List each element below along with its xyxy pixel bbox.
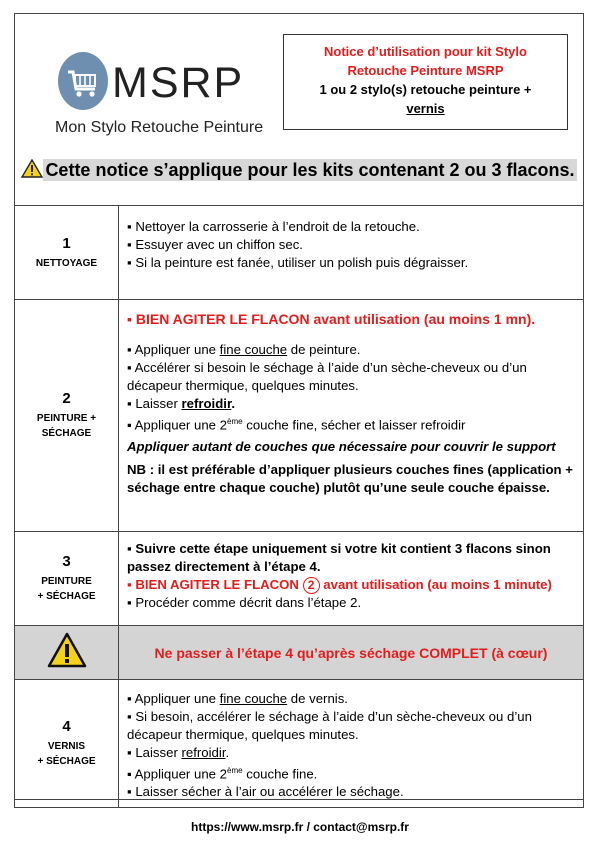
- steps-table: [14, 205, 584, 808]
- footer-contact: https://www.msrp.fr / contact@msrp.fr: [191, 820, 409, 834]
- step-3-line-3: ▪ Procéder comme décrit dans l’étape 2.: [127, 595, 362, 610]
- step-row-1: [15, 206, 584, 300]
- step-1-line-1: ▪ Nettoyer la carrosserie à l’endroit de la retouche.: [127, 219, 420, 234]
- step-4-label-cell: [15, 680, 119, 808]
- step-label: VERNIS + SÉCHAGE: [37, 741, 96, 767]
- step-4-line-4: ▪ Appliquer une 2ème couche fine.: [127, 766, 318, 782]
- step-3-label-cell: [15, 532, 119, 626]
- notice-line-3: 1 ou 2 stylo(s) retouche peinture +: [319, 82, 532, 97]
- step-label: PEINTURE + SÉCHAGE: [37, 576, 96, 602]
- step-4-content: [119, 680, 584, 808]
- kit-warning: [15, 159, 583, 181]
- step-2-content: [119, 300, 584, 532]
- step-1-line-2: ▪ Essuyer avec un chiffon sec.: [127, 237, 303, 252]
- alert-text: Ne passer à l’étape 4 qu’après séchage COMPLET (à cœur): [119, 626, 584, 680]
- step-2-line-2: ▪ Accélérer si besoin le séchage à l’aide d’un sèche-cheveux ou d’un décapeur thermique, quelques minutes.: [127, 360, 527, 393]
- header: [15, 14, 583, 180]
- document-frame: [14, 13, 584, 800]
- step-number: 1: [62, 234, 71, 252]
- notice-line-4: vernis: [406, 101, 445, 116]
- step-3-content: [119, 532, 584, 626]
- notice-line-1: Notice d’utilisation pour kit Stylo: [324, 44, 527, 59]
- logo-tagline: Mon Stylo Retouche Peinture: [55, 119, 264, 136]
- circled-number: 2: [303, 577, 320, 594]
- step-3-shake-warning: ▪ BIEN AGITER LE FLACON 2 avant utilisation (au moins 1 minute): [127, 577, 552, 592]
- logo: [55, 41, 275, 141]
- shake-warning: ▪ BIEN AGITER LE FLACON avant utilisation (au moins 1 mn).: [127, 311, 536, 327]
- step-2-nb-note: NB : il est préférable d’appliquer plusieurs couches fines (application + séchage entre chaque couche) plutôt qu’une seule couche épaisse.: [127, 462, 573, 496]
- step-label: PEINTURE + SÉCHAGE: [36, 413, 97, 439]
- step-1-content: [119, 206, 584, 300]
- kit-warning-text: Cette notice s’applique pour les kits contenant 2 ou 3 flacons.: [45, 160, 575, 180]
- step-label: NETTOYAGE: [35, 257, 98, 269]
- step-row-2: [15, 300, 584, 532]
- step-4-line-5: ▪ Laisser sécher à l’air ou accélérer le séchage.: [127, 784, 404, 800]
- step-row-3: [15, 532, 584, 626]
- step-row-4: [15, 680, 584, 808]
- step-2-line-3: ▪ Laisser refroidir.: [127, 396, 236, 411]
- step-4-line-2: ▪ Si besoin, accélérer le séchage à l’aide d’un sèche-cheveux ou d’un décapeur thermique, quelques minutes.: [127, 709, 532, 742]
- step-2-line-4: ▪ Appliquer une 2ème couche fine, sécher et laisser refroidir: [127, 417, 466, 433]
- cart-icon: [57, 51, 109, 111]
- step-1-label-cell: [15, 206, 119, 300]
- step-1-line-3: ▪ Si la peinture est fanée, utiliser un polish puis dégraisser.: [127, 255, 469, 270]
- logo-brand: MSRP: [112, 59, 245, 107]
- notice-title-box: [283, 34, 568, 130]
- step-2-line-1: ▪ Appliquer une fine couche de peinture.: [127, 342, 361, 357]
- step-4-line-3: ▪ Laisser refroidir.: [127, 745, 230, 760]
- alert-row: [15, 626, 584, 680]
- step-4-line-1: ▪ Appliquer une fine couche de vernis.: [127, 691, 348, 706]
- step-2-label-cell: [15, 300, 119, 532]
- warning-icon: [21, 159, 43, 178]
- step-2-italic-note: Appliquer autant de couches que nécessaire pour couvrir le support: [127, 439, 556, 455]
- step-number: 4: [62, 718, 71, 735]
- step-3-line-1: ▪ Suivre cette étape uniquement si votre kit contient 3 flacons sinon passez directement à l’étape 4.: [127, 541, 551, 574]
- step-number: 2: [62, 390, 71, 407]
- step-number: 3: [62, 553, 71, 570]
- warning-icon: [47, 632, 87, 668]
- alert-icon-cell: [15, 626, 119, 680]
- notice-line-2: Retouche Peinture MSRP: [347, 63, 504, 78]
